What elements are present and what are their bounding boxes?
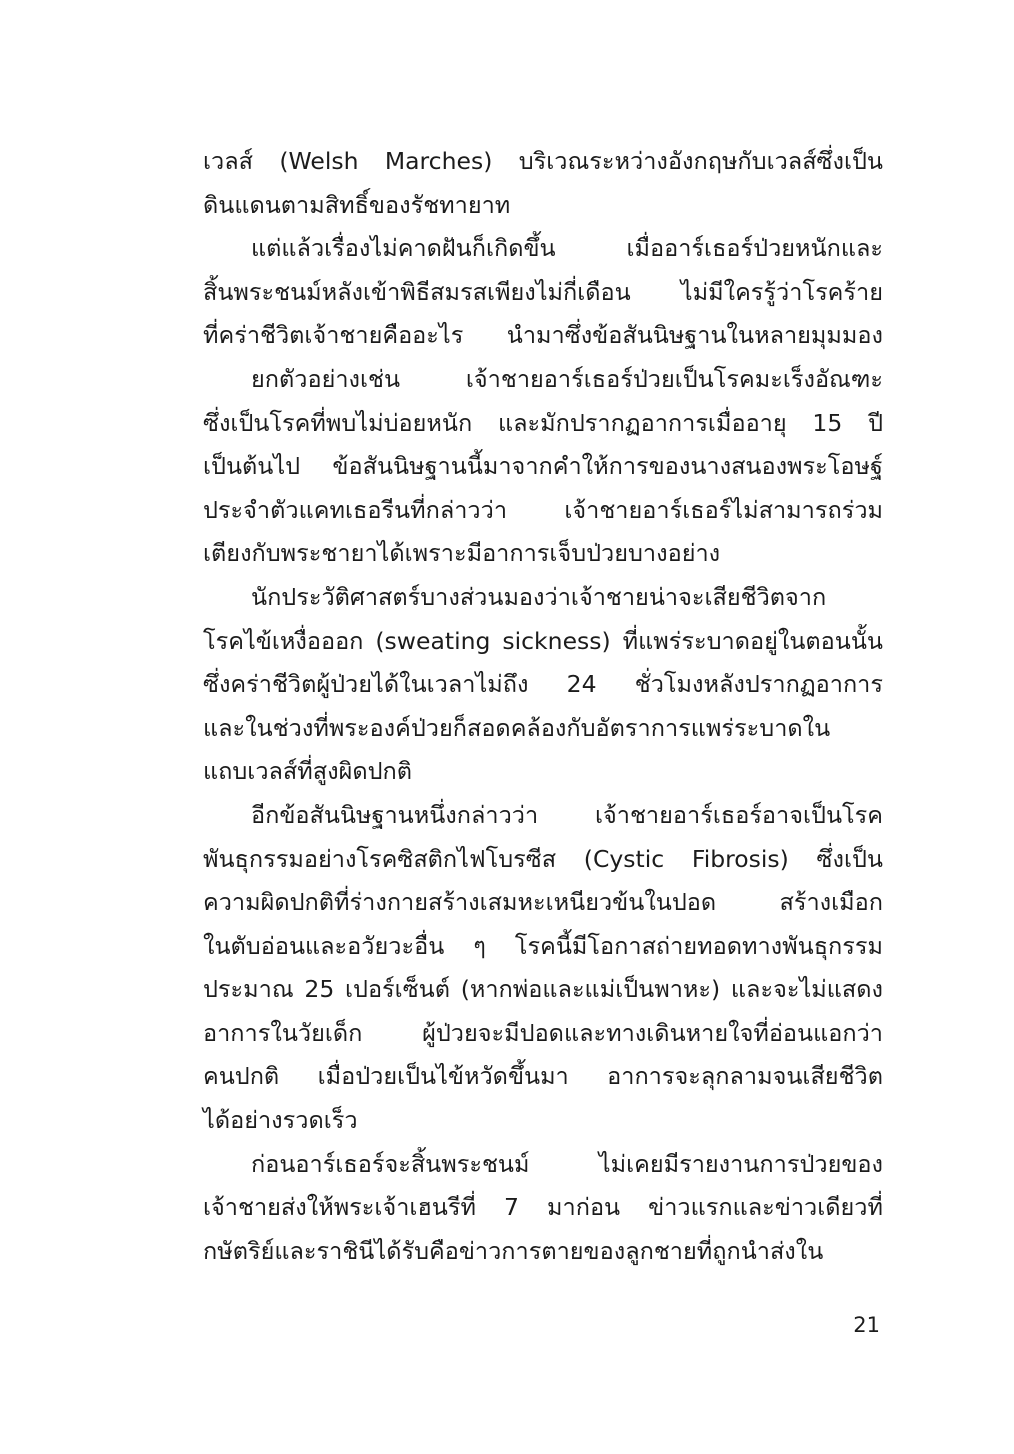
text-line: ดินแดนตามสิทธิ์ของรัชทายาท	[203, 190, 511, 219]
text-line: ซึ่งคร่าชีวิตผู้ป่วยได้ในเวลาไม่ถึง 24 ชั่วโมงหลังปรากฏอาการ	[203, 670, 883, 699]
text-line: ซึ่งเป็นโรคที่พบไม่บ่อยหนัก และมักปรากฏอาการเมื่ออายุ 15 ปี	[203, 408, 883, 437]
text-line: ได้อย่างรวดเร็ว	[203, 1106, 358, 1135]
text-line: กษัตริย์และราชินีได้รับคือข่าวการตายของลูกชายที่ถูกนำส่งใน	[203, 1236, 824, 1265]
paragraph-first-line: ก่อนอาร์เธอร์จะสิ้นพระชนม์ ไม่เคยมีรายงานการป่วยของ	[251, 1149, 883, 1178]
text-line: เตียงกับพระชายาได้เพราะมีอาการเจ็บป่วยบางอย่าง	[203, 539, 721, 568]
text-line: เจ้าชายส่งให้พระเจ้าเฮนรีที่ 7 มาก่อน ข่าวแรกและข่าวเดียวที่	[203, 1193, 883, 1222]
text-line: โรคไข้เหงื่อออก (sweating sickness) ที่แพร่ระบาดอยู่ในตอนนั้น	[203, 626, 883, 655]
text-line: และในช่วงที่พระองค์ป่วยก็สอดคล้องกับอัตราการแพร่ระบาดใน	[203, 713, 831, 742]
text-line: คนปกติ เมื่อป่วยเป็นไข้หวัดขึ้นมา อาการจะลุกลามจนเสียชีวิต	[203, 1062, 883, 1091]
body-text	[203, 140, 883, 1273]
text-line: อาการในวัยเด็ก ผู้ป่วยจะมีปอดและทางเดินหายใจที่อ่อนแอกว่า	[203, 1018, 883, 1047]
text-line: พันธุกรรมอย่างโรคซิสติกไฟโบรซีส (Cystic Fibrosis) ซึ่งเป็น	[203, 844, 883, 873]
paragraph-first-line: ยกตัวอย่างเช่น เจ้าชายอาร์เธอร์ป่วยเป็นโรคมะเร็งอัณฑะ	[251, 364, 883, 393]
text-line: ความผิดปกติที่ร่างกายสร้างเสมหะเหนียวข้นในปอด สร้างเมือก	[203, 888, 883, 917]
paragraph-first-line: แต่แล้วเรื่องไม่คาดฝันก็เกิดขึ้น เมื่ออาร์เธอร์ป่วยหนักและ	[251, 234, 883, 263]
text-line: ประมาณ 25 เปอร์เซ็นต์ (หากพ่อและแม่เป็นพาหะ) และจะไม่แสดง	[203, 975, 883, 1004]
text-line: แถบเวลส์ที่สูงผิดปกติ	[203, 757, 413, 786]
text-line: ในตับอ่อนและอวัยวะอื่น ๆ โรคนี้มีโอกาสถ่ายทอดทางพันธุกรรม	[203, 931, 883, 960]
text-line: ที่คร่าชีวิตเจ้าชายคืออะไร นำมาซึ่งข้อสันนิษฐานในหลายมุมมอง	[203, 321, 883, 350]
text-line: เป็นต้นไป ข้อสันนิษฐานนี้มาจากคำให้การของนางสนองพระโอษฐ์	[203, 452, 883, 481]
paragraph-first-line: นักประวัติศาสตร์บางส่วนมองว่าเจ้าชายน่าจะเสียชีวิตจาก	[251, 582, 827, 611]
page-number: 21	[853, 1313, 880, 1337]
text-line: เวลส์ (Welsh Marches) บริเวณระหว่างอังกฤษกับเวลส์ซึ่งเป็น	[203, 147, 883, 175]
text-line: สิ้นพระชนม์หลังเข้าพิธีสมรสเพียงไม่กี่เดือน ไม่มีใครรู้ว่าโรคร้าย	[203, 277, 883, 306]
paragraph-first-line: อีกข้อสันนิษฐานหนึ่งกล่าวว่า เจ้าชายอาร์เธอร์อาจเป็นโรค	[251, 800, 883, 829]
text-line: ประจำตัวแคทเธอรีนที่กล่าวว่า เจ้าชายอาร์เธอร์ไม่สามารถร่วม	[203, 495, 883, 524]
